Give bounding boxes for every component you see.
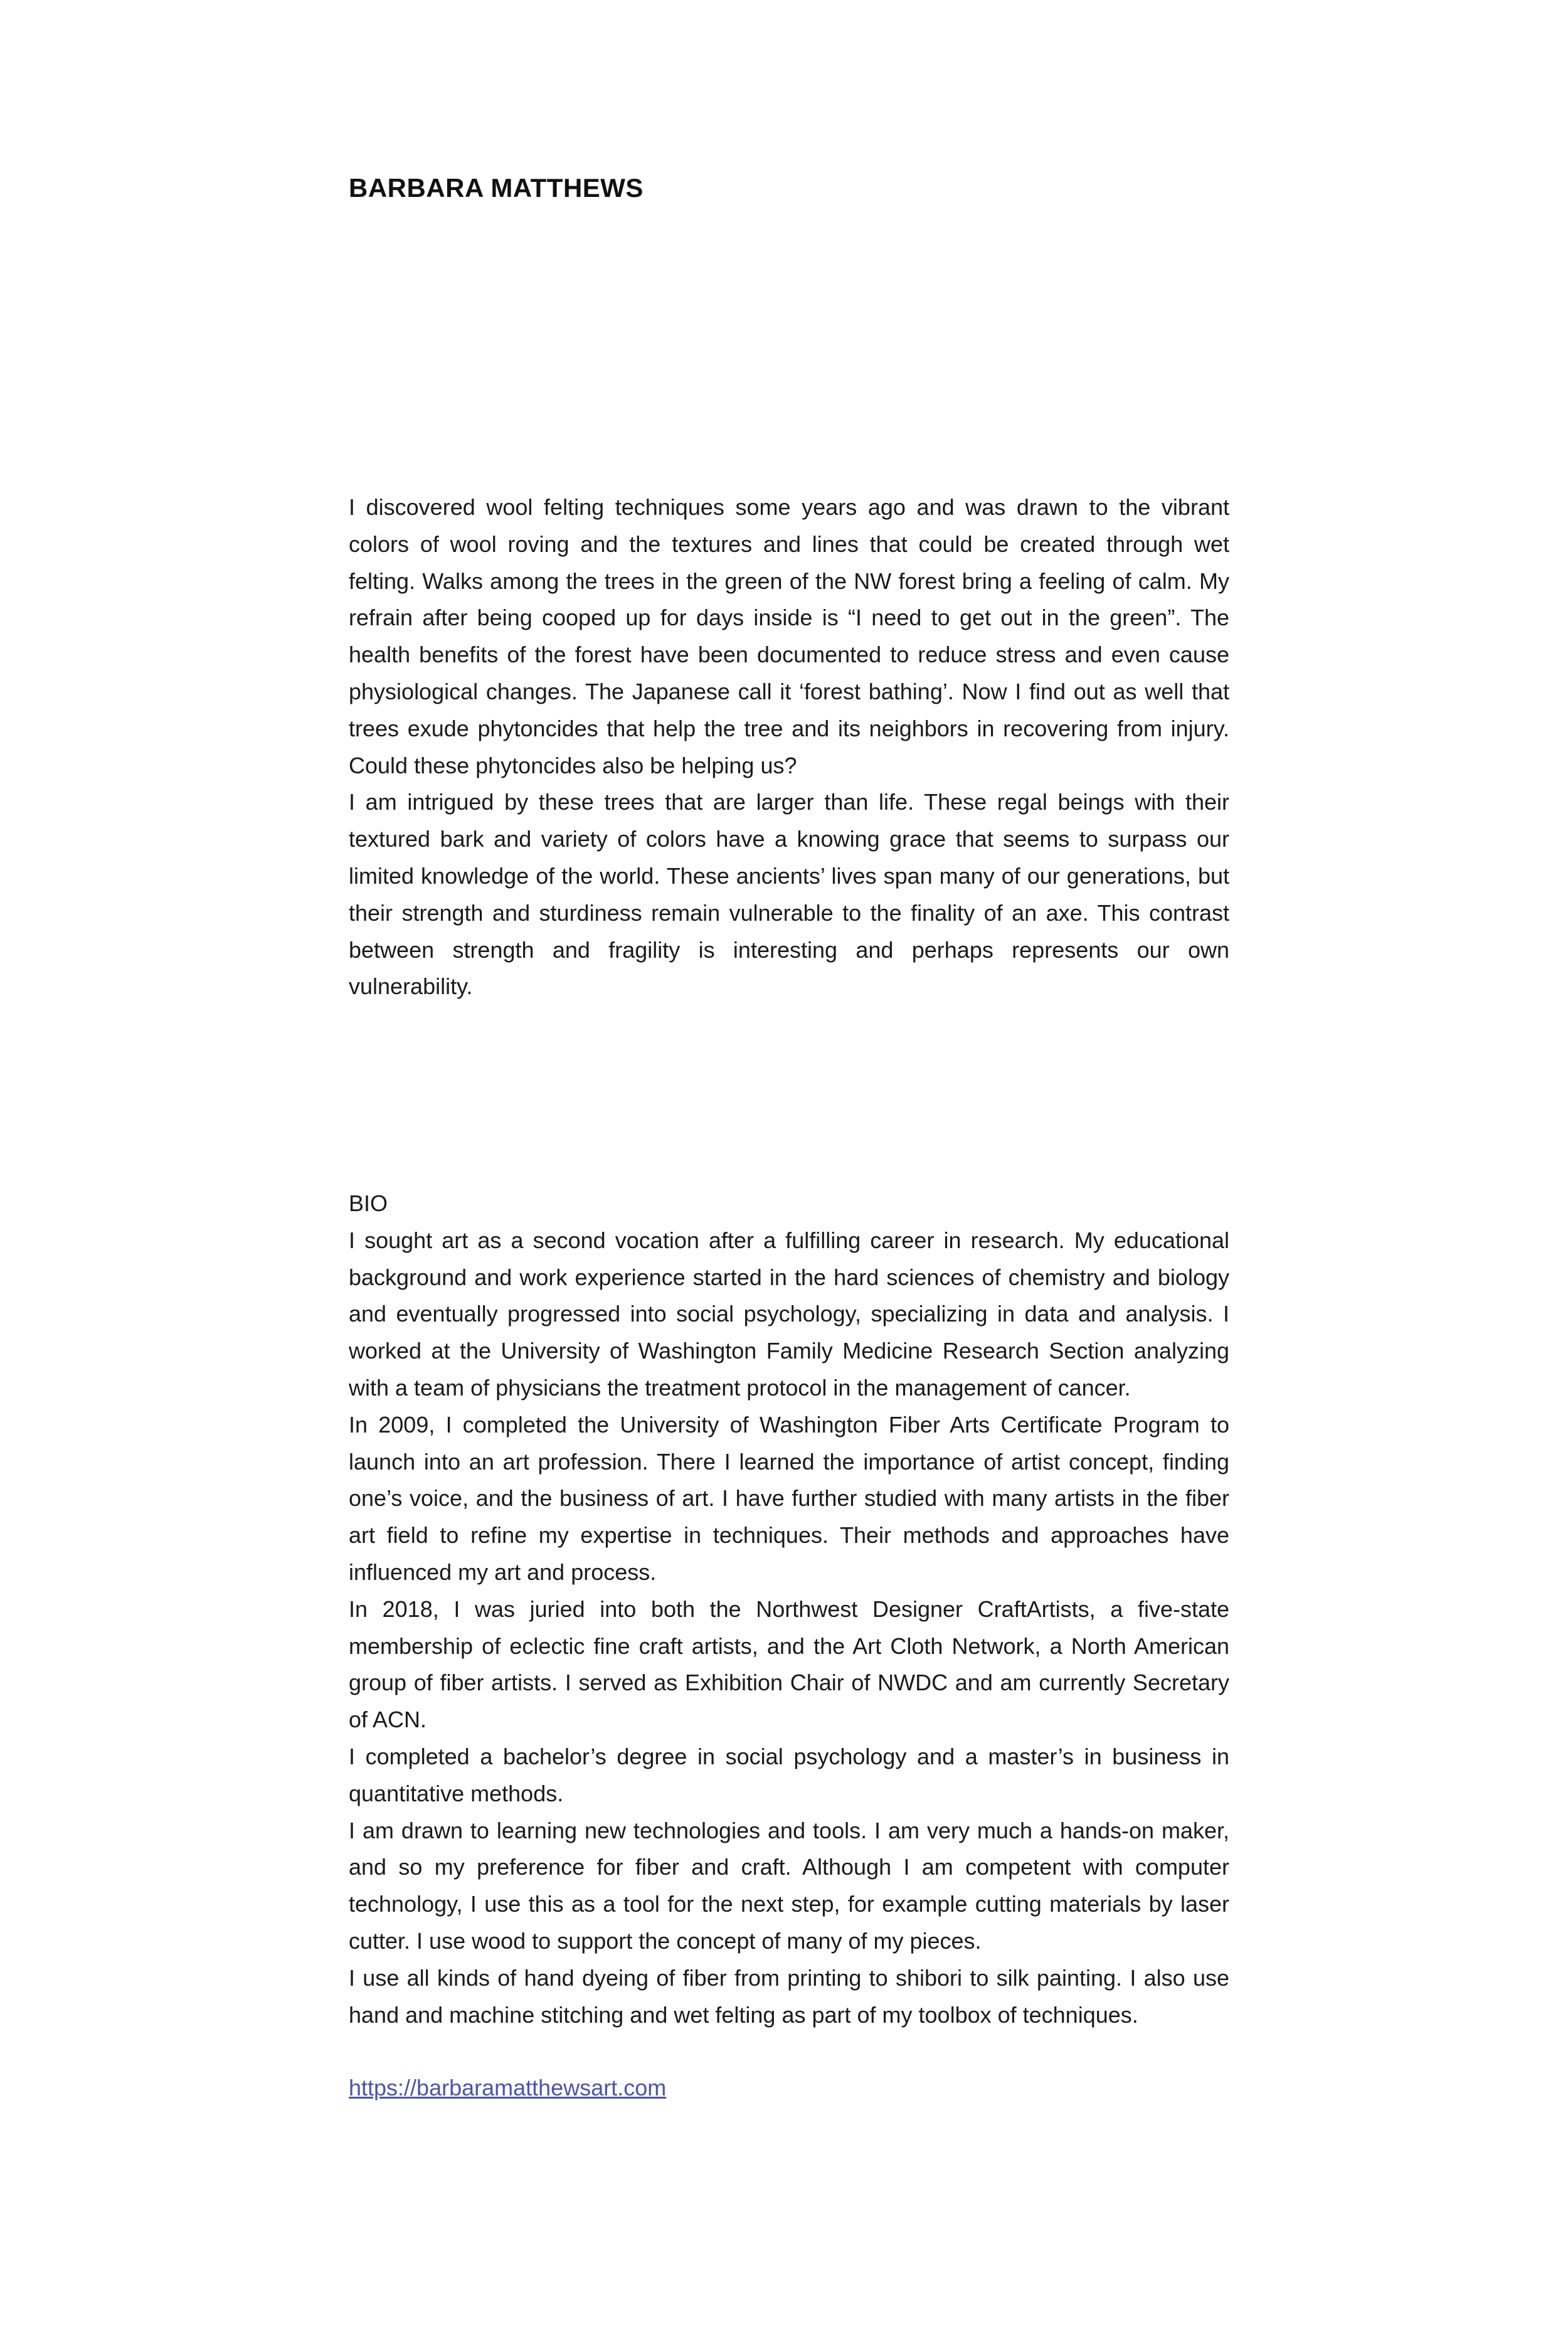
- statement-paragraph: I am intrigued by these trees that are larger than life. These regal beings with their textured bark and variety of colors have a knowing grace that seems to surpass our limited knowledge of the world. These ancients’ lives span many of our generations, but their strength and sturdiness remain vulnerable to the finality of an axe. This contrast between strength and fragility is interesting and perhaps represents our own vulnerability.: [349, 789, 1229, 1000]
- artist-statement: [349, 489, 1229, 1005]
- bio-paragraph: In 2018, I was juried into both the Northwest Designer CraftArtists, a five-state membership of eclectic fine craft artists, and the Art Cloth Network, a North American group of fiber artists. I served as Exhibition Chair of NWDC and am currently Secretary of ACN.: [349, 1596, 1229, 1733]
- bio-heading: BIO: [349, 1190, 388, 1216]
- bio-paragraph: I use all kinds of hand dyeing of fiber from printing to shibori to silk painting. I also use hand and machine stitching and wet felting as part of my toolbox of techniques.: [349, 1964, 1229, 2028]
- page-title: BARBARA MATTHEWS: [349, 173, 644, 203]
- bio-paragraph: I completed a bachelor’s degree in social psychology and a master’s in business in quantitative methods.: [349, 1743, 1229, 1806]
- bio-paragraph: In 2009, I completed the University of Washington Fiber Arts Certificate Program to launch into an art profession. There I learned the importance of artist concept, finding one’s voice, and the business of art. I have further studied with many artists in the fiber art field to refine my expertise in techniques. Their methods and approaches have influenced my art and process.: [349, 1411, 1229, 1585]
- bio-section: [349, 1185, 1229, 2033]
- bio-paragraph: I am drawn to learning new technologies and tools. I am very much a hands-on maker, and so my preference for fiber and craft. Although I am competent with computer technology, I use this as a tool for the next step, for example cutting materials by laser cutter. I use wood to support the concept of many of my pieces.: [349, 1817, 1229, 1954]
- bio-paragraph: I sought art as a second vocation after a fulfilling career in research. My educational background and work experience started in the hard sciences of chemistry and biology and eventually progressed into social psychology, specializing in data and analysis. I worked at the University of Washington Family Medicine Research Section analyzing with a team of physicians the treatment protocol in the management of cancer.: [349, 1227, 1229, 1401]
- website-link[interactable]: https://barbaramatthewsart.com: [349, 2075, 667, 2100]
- statement-paragraph: I discovered wool felting techniques some years ago and was drawn to the vibrant colors of wool roving and the textures and lines that could be created through wet felting. Walks among the trees in the green of the NW forest bring a feeling of calm. My refrain after being cooped up for days inside is “I need to get out in the green”. The health benefits of the forest have been documented to reduce stress and even cause physiological changes. The Japanese call it ‘forest bathing’. Now I find out as well that trees exude phytoncides that help the tree and its neighbors in recovering from injury. Could these phytoncides also be helping us?: [349, 494, 1229, 778]
